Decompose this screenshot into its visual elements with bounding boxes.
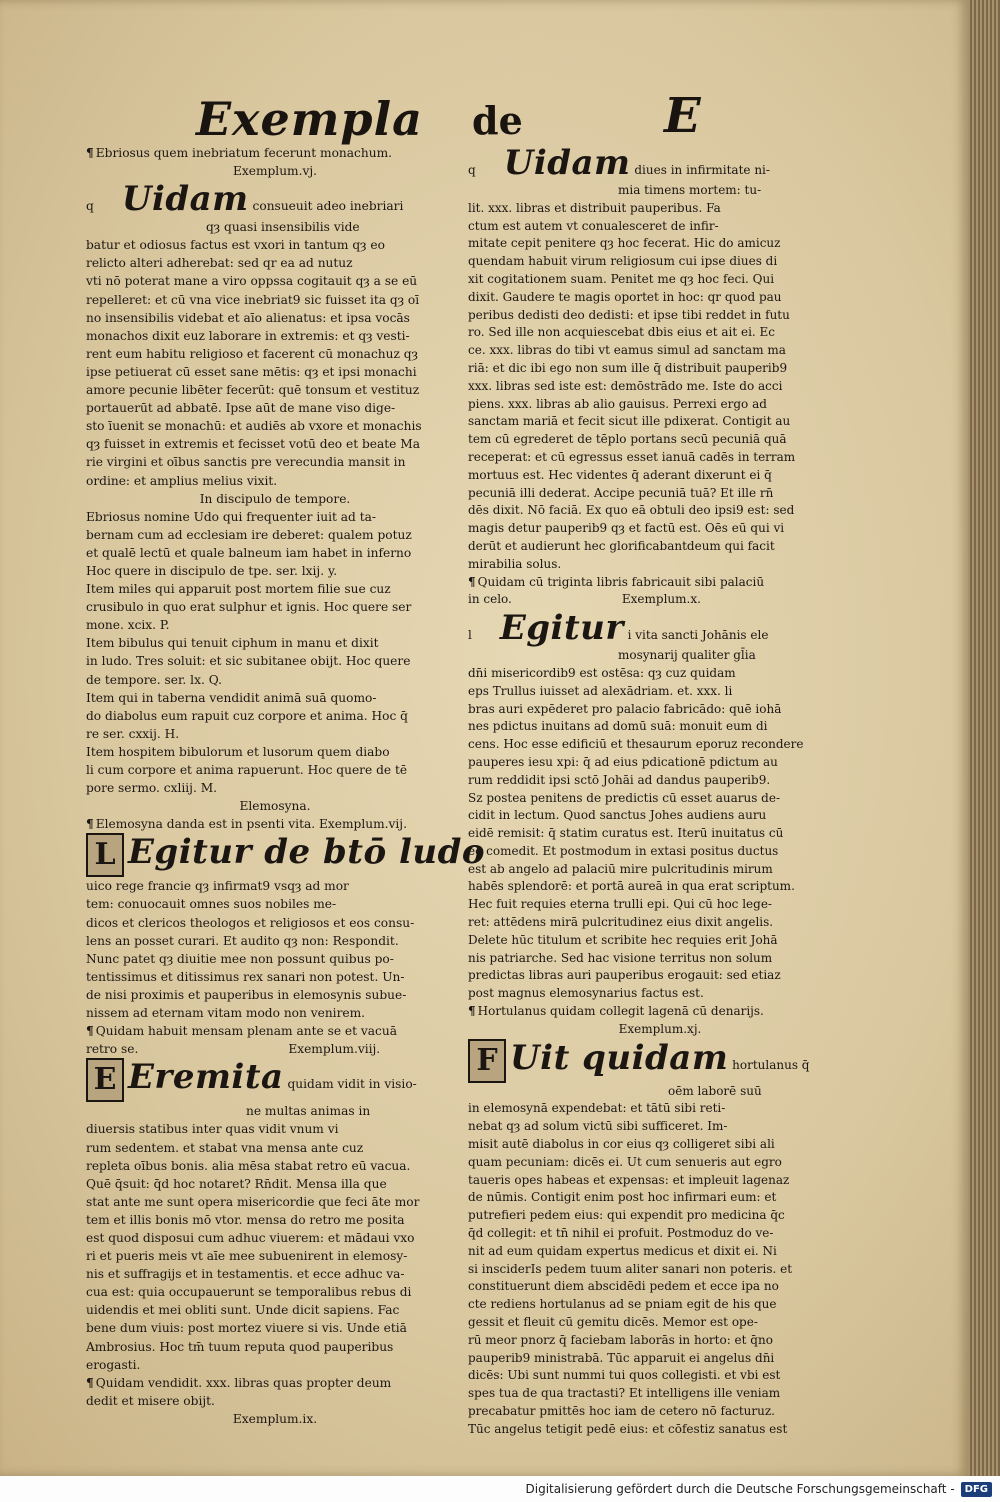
text-line: in elemosynā expendebat: et tātū sibi reti- [468, 1101, 726, 1116]
text-line: rum reddidit ipsi sctō Johāi ad dandus pauperib9. [468, 772, 771, 787]
text-line: peribus dedisti deo dedisti: et ipse tibi reddet in futu [468, 307, 790, 322]
text-line: rent eum habitu religioso et facerent cū monachuz qȝ [86, 346, 418, 361]
text-lines [86, 1120, 464, 1373]
section-label: Elemosyna. [239, 799, 311, 814]
rubric: ¶ Ebriosus quem inebriatum fecerunt monachum. [86, 144, 464, 162]
text-line: monachos dixit euz laborare in extremis: et qȝ vesti- [86, 328, 410, 343]
text-line: nissem ad eternam vitam modo non venirem. [86, 1006, 366, 1021]
rubric: ¶ Hortulanus quidam collegit lagenā cū denarijs. [468, 1003, 852, 1021]
text-line: uico rege francie qȝ infirmat9 vsqȝ ad mor [86, 879, 349, 894]
text-line: li cum corpore et anima rapuerunt. Hoc quere de tē [86, 763, 408, 777]
text-line: consueuit adeo inebriari [252, 199, 404, 214]
initial-word: Eremita [128, 1057, 284, 1098]
text-line: amore pecunie libēter fecerūt: quē tonsum et vestituz [86, 383, 420, 398]
text-line: Quē q̄suit: q̄d hoc notaret? Rn̄dit. Mensa illa que [86, 1176, 387, 1191]
paragraph-udo [86, 508, 464, 580]
margin-letter: l [468, 628, 472, 643]
paragraph-miles [86, 580, 464, 634]
text-line: Item miles qui apparuit post mortem filie sue cuz [86, 582, 391, 597]
text-lines [86, 236, 464, 489]
text-line: pauperib9 ministrabā. Tūc apparuit ei angelus dn̄i [468, 1350, 775, 1365]
text-line: stat ante me sunt opera misericordie que feci āte mor [86, 1194, 420, 1209]
text-line: relicto alteri adherebat: sed qr ea ad nutuz [86, 256, 353, 271]
text-line: receperat: et cū egressus esset ianuā cadēs in terram [468, 449, 796, 464]
text-line: mone. xcix. P. [86, 618, 170, 633]
text-line: Ambrosius. Hoc tm̄ tuum reputa quod pauperibus [86, 1339, 394, 1354]
text-line: putrefieri pedem eius: qui expendit pro medicina q̄c [468, 1208, 785, 1223]
text-line: re ser. cxxij. H. [86, 726, 180, 741]
text-line: diuersis statibus inter quas vidit vnum vi [86, 1122, 339, 1137]
paragraph-ludovicus [86, 832, 486, 1022]
text-line: repelleret: et cū vna vice inebriat9 sic fuisset ita qȝ oī [86, 292, 420, 307]
text-line: constituerunt diem abscidēdi pedem et ecce ipa no [468, 1279, 779, 1294]
text-line: dedit et misere obijt. [86, 1393, 215, 1408]
text-line: tem: conuocauit omnes suos nobiles me- [86, 897, 337, 912]
text-line: oēm laborē suū [668, 1083, 762, 1098]
text-line: nis patriarche. Sed hac visione territus non solum [468, 950, 773, 965]
text-line: misit autē diabolus in cor eius qȝ colligeret sibi ali [468, 1137, 775, 1152]
text-line: spes tua de qua tractasti? Et intelligens ille veniam [468, 1386, 781, 1401]
text-lines [468, 200, 852, 574]
text-line: uidendis et mei obliti sunt. Unde dicit sapiens. Fac [86, 1303, 400, 1318]
text-line: do diabolus eum rapuit cuz corpore et anima. Hoc q̄ [86, 708, 408, 723]
text-line: cens. Hoc esse edificiū et thesaurum eporuz recondere [468, 737, 804, 752]
text-line: nis et suffragijs et in testamentis. et ecce adhuc va- [86, 1267, 405, 1282]
text-line: nes pdictus inuitans ad domū suā: monuit eum di [468, 719, 768, 734]
text-line: xit cogitationem suam. Penitet me qȝ hoc feci. Qui [468, 271, 775, 286]
paragraph-hortulanus: F Uit quidam hortulanus q̄ oēm laborē suū in elemosynā expendebat: et tātū sibi reti- nebat qȝ ad solum victū sibi sufficeret. Im- misit autē diabolus in cor eius qȝ colligeret sibi ali quam pecuniam: dicēs ei. Ut cum senueris aut egro taueris opes habeas et expensas: et impleuit lagenaz de nūmis. Contigit enim post hoc infirmari eum: et putrefieri pedem eius: qui expendit pro medicina q̄c q̄d collegit: et tn̄ nihil ei profuit. Postmoduz do ve- nit ad eum quidam expertus medicus et dixit ei. Ni si insciderIs pedem tuum aliter sanari non poteris. et constituerunt diem abscidēdi pedem et ecce ipa no cte rediens hortulanus ad se pniam egit de his que gessit et fleuit cū gemitu dicēs. Memor est ope- rū meor pnorz q̄ faciebam laborās in horto: et q̄no pauperib9 ministrabā. Tūc apparuit ei angelus dn̄i dicēs: Ubi sunt nummi tui quos collegisti. et vbi est spes tua de qua tractasti? Et intelligens ille veniam precabatur pmittēs hoc iam de cetero nō facturuz. Tūc angelus tetigit pedē eius: et cōfestiz sanatus est [468, 1039, 852, 1439]
text-line: eps Trullus iuisset ad alexādriam. et. xxx. li [468, 683, 733, 698]
text-line: Item hospitem bibulorum et lusorum quem diabo [86, 744, 390, 759]
margin-letter: q [86, 199, 94, 214]
text-lines [86, 877, 464, 1022]
text-line: cua est: quia occupauerunt se temporalibus rebus di [86, 1285, 412, 1300]
text-line: est quod disposui cum adhuc viuerem: et mādaui vxo [86, 1230, 415, 1245]
margin-letter: q [468, 163, 476, 177]
text-line: Hoc quere in discipulo de tpe. ser. lxij. y. [86, 563, 338, 578]
text-line: mosynarij qualiter gl̄ia [618, 648, 756, 663]
text-line: Hec fuit requies eterna trulli epi. Qui cū hoc lege- [468, 897, 772, 912]
exemplum-label: Exemplum.xj. [618, 1021, 702, 1036]
text-line: et qualē lectū et quale balneum iam habet in inferno [86, 545, 412, 560]
text-line: ri et pueris meis vt aīe mee subuenirent in elemosy- [86, 1249, 408, 1264]
rubric: ¶ Quidam cū triginta libris fabricauit sibi palaciū [468, 574, 852, 592]
text-line: de nūmis. Contigit enim post hoc infirmari eum: et [468, 1190, 777, 1205]
text-line: retro se. Exemplum.viij. [86, 1042, 381, 1057]
text-line: mia timens mortem: tu- [618, 183, 762, 197]
text-line: de tempore. ser. lx. Q. [86, 672, 222, 687]
text-line: Sz postea penitens de predictis cū esset auarus de- [468, 790, 781, 805]
left-column [86, 144, 486, 1428]
text-line: ipse petiuerat cū esset sane mētis: qȝ et ipsi monachi [86, 364, 417, 379]
text-line: dicos et clericos theologos et religiosos et eos consu- [86, 915, 415, 930]
text-line: lens an posset curari. Et audito qȝ non: Respondit. [86, 933, 399, 948]
paragraph-drunkard [86, 180, 464, 489]
text-line: qȝ fuisset in extremis et fecisset votū deo et beate Ma [86, 437, 420, 452]
text-line: eidē remisit: q̄ statim curatus est. Iterū inuitatus cū [468, 826, 784, 841]
text-line: rū meor pnorz q̄ faciebam laborās in horto: et q̄no [468, 1332, 773, 1347]
text-line: magis detur pauperib9 qȝ et factū est. Oēs eū qui vi [468, 521, 785, 536]
running-head-de: de [472, 98, 523, 143]
text-line: de nisi proximis et pauperibus in elemosynis subue- [86, 987, 407, 1002]
text-line: ctum est autem vt conualesceret de infir- [468, 218, 719, 233]
initial-word: Uidam [121, 179, 249, 220]
text-line: Nunc patet qȝ diuitie mee non possunt quibus po- [86, 951, 394, 966]
text-line: ret: attēdens mirā pulcritudinez eius dixit angelis. [468, 915, 774, 930]
text-line: lit. xxx. libras et distribuit pauperibus. Fa [468, 200, 721, 215]
text-line: xxx. libras sed iste est: demōstrādo me. Iste do acci [468, 378, 783, 393]
text-lines [468, 1100, 852, 1438]
text-line: eo comedit. Et postmodum in extasi positus ductus [468, 843, 779, 858]
text-line: ne multas animas in [246, 1104, 371, 1119]
text-line: cte rediens hortulanus ad se pniam egit de his que [468, 1297, 777, 1312]
text-line: ce. xxx. libras do tibi vt eamus simul ad sanctam ma [468, 343, 786, 358]
decorated-initial: L [86, 833, 124, 877]
text-line: crusibulo in quo erat sulphur et ignis. Hoc quere ser [86, 600, 412, 615]
text-line: Item qui in taberna vendidit animā suā quomo- [86, 690, 377, 705]
paragraph-eremita: E Eremita quidam vidit in visio- ne multas animas in diuersis statibus inter quas vidit vnum vi rum sedentem. et stabat vna mensa ante cuz repleta oībus bonis. alia mēsa stabat retro eū vacua. Quē q̄suit: q̄d hoc notaret? Rn̄dit. Mensa illa que stat ante me sunt opera misericordie que feci āte mor tem et illis bonis mō vtor. mensa do retro me posita est quod disposui cum adhuc viuerem: et mādaui vxo ri et pueris meis vt aīe mee subuenirent in elemosy- nis et suffragijs et in testamentis. et ecce adhuc va- cua est: quia occupauerunt se temporalibus rebus di uidendis et mei obliti sunt. Unde dicit sapiens. Fac bene dum viuis: post mortez viuere si vis. Unde etiā Ambrosius. Hoc tm̄ tuum reputa quod pauperibus erogasti. [86, 1058, 464, 1373]
exemplum-label: Exemplum.ix. [232, 1411, 318, 1426]
dfg-logo: DFG [961, 1482, 992, 1497]
text-line: rum sedentem. et stabat vna mensa ante cuz [86, 1140, 364, 1155]
text-line: bras auri expēderet pro palacio fabricādo: quē iohā [468, 701, 782, 716]
exemplum-label: Exemplum.vj. [232, 164, 318, 179]
running-head-title: Exempla [196, 92, 423, 146]
text-line: ordine: et amplius melius vixit. [86, 473, 278, 488]
text-line: dicēs: Ubi sunt nummi tui quos collegisti. et vbi est [468, 1368, 781, 1383]
rubric: ¶ Quidam habuit mensam plenam ante se et vacuā [86, 1022, 464, 1040]
text-line: derūt et audierunt hec glorificabantdeum qui facit [468, 538, 775, 553]
text-line: no insensibilis videbat et aīo alienatus: et ipsa vocās [86, 310, 410, 325]
text-line: habēs splendorē: et portā aureā in qua erat scriptum. [468, 879, 795, 894]
text-line: nit ad eum quidam expertus medicus et dixit ei. Ni [468, 1243, 777, 1258]
text-line: mitate cepit penitere qȝ hoc fecerat. Hic do amicuz [468, 236, 781, 251]
text-line: taueris opes habeas et expensas: et impleuit lagenaz [468, 1172, 790, 1187]
text-line: Tūc angelus tetigit pedē eius: et cōfestiz sanatus est [468, 1421, 788, 1436]
text-line: mirabilia solus. [468, 556, 562, 571]
text-line: gessit et fleuit cū gemitu dicēs. Memor est ope- [468, 1315, 758, 1330]
initial-word: Uidam [503, 143, 631, 183]
paragraph-bibulus [86, 634, 464, 688]
text-line: dēs dixit. Nō faciā. Ex quo eā obtuli deo ipsi9 est: sed [468, 503, 795, 518]
text-line: portauerūt ad abbatē. Ipse aūt de mane viso dige- [86, 401, 396, 416]
text-line: nebat qȝ ad solum victū sibi sufficeret. Im- [468, 1119, 728, 1134]
footer-bar [0, 1476, 1000, 1502]
text-line: in ludo. Tres soluit: et sic subitanee obijt. Hoc quere [86, 654, 411, 669]
text-line: tem cū egrederet de tēplo portans secū pecuniā quā [468, 432, 787, 447]
text-line: batur et odiosus factus est vxori in tantum qȝ eo [86, 238, 385, 253]
right-column [468, 144, 852, 1439]
rubric: ¶ Elemosyna danda est in psenti vita. Exemplum.vij. [86, 815, 464, 833]
text-line: sanctam mariā et fecit sicut ille pdixerat. Contigit au [468, 414, 791, 429]
text-line: pecuniā illi dederat. Accipe pecuniā tuā? Et ille rn̄ [468, 485, 774, 500]
paragraph-dives: q Uidam diues in infirmitate ni- mia timens mortem: tu- lit. xxx. libras et distribuit pauperibus. Fa ctum est autem vt conualesceret de infir- mitate cepit penitere qȝ hoc fecerat. Hic do amicuz quendam habuit virum religiosum cui ipse diues di xit cogitationem suam. Penitet me qȝ hoc feci. Qui dixit. Gaudere te magis oportet in hoc: qr quod pau peribus dedisti deo dedisti: et ipse tibi reddet in futu ro. Sed ille non acquiescebat dbis eius et ait ei. Ec ce. xxx. libras do tibi vt eamus simul ad sanctam ma riā: et dic ibi ego non sum ille q̄ distribuit pauperib9 xxx. libras sed iste est: demōstrādo me. Iste do acci piens. xxx. libras ab alio gauisus. Perrexi ergo ad sanctam mariā et fecit sicut ille pdixerat. Contigit au tem cū egrederet de tēplo portans secū pecuniā quā receperat: et cū egressus esset ianuā cadēs in terram mortuus est. Hec videntes q̄ aderant dixerunt ei q̄ pecuniā illi dederat. Accipe pecuniā tuā? Et ille rn̄ dēs dixit. Nō faciā. Ex quo eā obtuli deo ipsi9 est: sed magis detur pauperib9 qȝ et factū est. Oēs eū qui vi derūt et audierunt hec glorificabantdeum qui facit mirabilia solus. [468, 144, 852, 574]
text-line: Item bibulus qui tenuit ciphum in manu et dixit [86, 636, 379, 651]
text-line: Ebriosus nomine Udo qui frequenter iuit ad ta- [86, 509, 376, 524]
text-line: in celo. Exemplum.x. [468, 592, 701, 607]
text-line: si insciderIs pedem tuum aliter sanari non poteris. et [468, 1261, 793, 1276]
initial-word: Uit quidam [510, 1037, 729, 1078]
rubric: ¶ Quidam vendidit. xxx. libras quas propter deum [86, 1374, 464, 1392]
text-line: dn̄i misericordib9 est ostēsa: qȝ cuz quidam [468, 665, 736, 680]
text-line: q̄d collegit: et tn̄ nihil ei profuit. Postmoduz do ve- [468, 1226, 774, 1241]
text-line: bene dum viuis: post mortez viuere si vis. Unde etiā [86, 1321, 407, 1336]
text-line: piens. xxx. libras ab alio gauisus. Perrexi ergo ad [468, 396, 767, 411]
text-line: ro. Sed ille non acquiescebat dbis eius et ait ei. Ec [468, 325, 776, 340]
paragraph-hospitem [86, 743, 464, 797]
text-line: sto īuenit se monachū: et audiēs ab vxore et monachis [86, 419, 422, 434]
decorated-initial: F [468, 1039, 506, 1083]
text-line: Delete hūc titulum et scribite hec requies erit Johā [468, 932, 778, 947]
decorated-initial: E [86, 1058, 124, 1102]
paragraph-trullus: l Egitur i vita sancti Johānis ele mosynarij qualiter gl̄ia dn̄i misericordib9 est ostēsa: qȝ cuz quidam eps Trullus iuisset ad alexādriam. et. xxx. li bras auri expēderet pro palacio fabricādo: quē iohā nes pdictus inuitans ad domū suā: monuit eum di cens. Hoc esse edificiū et thesaurum eporuz recondere pauperes iesu xpi: q̄ ad eius pdicationē pdictum au rum reddidit ipsi sctō Johāi ad dandus pauperib9. Sz postea penitens de predictis cū esset auarus de- cidit in lectum. Quod sanctus Johes audiens auru eidē remisit: q̄ statim curatus est. Iterū inuitatus cū eo comedit. Et postmodum in extasi positus ductus est ab angelo ad palaciū mire pulcritudinis mirum habēs splendorē: et portā aureā in qua erat scriptum. Hec fuit requies eterna trulli epi. Qui cū hoc lege- ret: attēdens mirā pulcritudinez eius dixit angelis. Delete hūc titulum et scribite hec requies erit Johā nis patriarche. Sed hac visione territus non solum predictas libras auri pauperibus erogauit: sed etiaz post magnus elemosynarius factus est. [468, 609, 852, 1003]
text-line: cidit in lectum. Quod sanctus Johes audiens auru [468, 808, 767, 823]
text-line: precabatur pmittēs hoc iam de cetero nō facturuz. [468, 1404, 775, 1418]
text-line: vti nō poterat mane a viro oppssa cogitauit qȝ a se eū [86, 274, 418, 289]
text-line: est ab angelo ad palaciū mire pulcritudinis mirum [468, 861, 773, 876]
text-line: dixit. Gaudere te magis oportet in hoc: qr quod pau [468, 289, 782, 304]
initial-word: Egitur [499, 608, 624, 649]
text-line: pauperes iesu xpi: q̄ ad eius pdicationē pdictum au [468, 754, 778, 769]
text-line: riā: et dic ibi ego non sum ille q̄ distribuit pauperib9 [468, 360, 788, 375]
running-head-letter: E [664, 88, 701, 144]
text-line: tem et illis bonis mō vtor. mensa do retro me posita [86, 1212, 405, 1227]
text-line: predictas libras auri pauperibus erogauit: sed etiaz [468, 968, 781, 983]
text-line: post magnus elemosynarius factus est. [468, 986, 704, 1001]
text-line: quendam habuit virum religiosum cui ipse diues di [468, 254, 778, 269]
text-line: mortuus est. Hec videntes q̄ aderant dixerunt ei q̄ [468, 467, 772, 482]
initial-word: Egitur de btō ludo [128, 832, 486, 873]
text-line: rie virgini et oībus sanctis pre verecundia mansit in [86, 455, 406, 470]
text-line: quam pecuniam: dicēs ei. Ut cum senueris aut egro [468, 1154, 782, 1169]
text-line: repleta oībus bonis. alia mēsa stabat retro eū vacua. [86, 1158, 411, 1173]
page-edges [968, 0, 1000, 1476]
text-line: bernam cum ad ecclesiam ire deberet: qualem potuz [86, 527, 412, 542]
rubric: In discipulo de tempore. [199, 491, 351, 506]
paragraph-taberna [86, 689, 464, 743]
text-line: erogasti. [86, 1357, 141, 1372]
text-line: qȝ quasi insensibilis vide [206, 220, 360, 235]
text-line: pore sermo. cxliij. M. [86, 781, 218, 796]
text-line: tentissimus et ditissimus rex sanari non potest. Un- [86, 969, 405, 984]
text-lines [468, 665, 852, 1003]
footer-text: Digitalisierung gefördert durch die Deutsche Forschungsgemeinschaft - [525, 1482, 955, 1496]
